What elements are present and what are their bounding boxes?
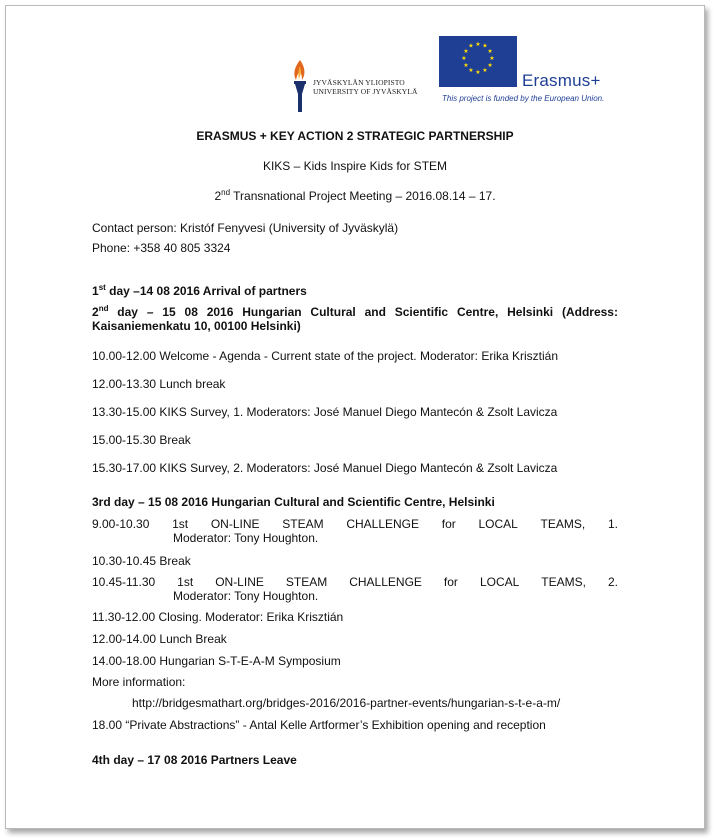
item-word: STEAM (285, 575, 328, 589)
item-word: 1. (607, 517, 618, 531)
item-word: CHALLENGE (346, 517, 420, 531)
heading-word: (Address: (561, 305, 618, 319)
heading-word: 08 (184, 305, 198, 319)
svg-text:★: ★ (489, 54, 495, 62)
svg-text:★: ★ (482, 42, 488, 50)
day3-item-line2: Moderator: Tony Houghton. (173, 531, 319, 545)
heading-word: 15 (162, 305, 176, 319)
item-word: 1st (172, 517, 189, 531)
svg-text:★: ★ (475, 40, 481, 48)
item-word: TEAMS, (541, 575, 586, 589)
day2-item: 15.00-15.30 Break (92, 433, 191, 447)
meeting-title (6, 189, 704, 203)
day1-ordinal: st (98, 283, 106, 292)
svg-text:★: ★ (487, 61, 493, 69)
item-word: for (441, 517, 456, 531)
document-title: ERASMUS + KEY ACTION 2 STRATEGIC PARTNERSHIP (196, 129, 514, 143)
day2-item: 12.00-13.30 Lunch break (92, 377, 226, 391)
day3-item-line2: Moderator: Tony Houghton. (173, 589, 319, 603)
svg-text:★: ★ (461, 54, 467, 62)
heading-word: Helsinki (507, 305, 554, 319)
meeting-name: Transnational Project Meeting – 2016.08.14 – 17. (230, 189, 496, 203)
item-word: for (443, 575, 458, 589)
heading-word: day (117, 305, 138, 319)
day1-number: 1 (92, 284, 99, 298)
day3-item: 12.00-14.00 Lunch Break (92, 632, 227, 646)
heading-word: and (364, 305, 386, 319)
day3-item-line1 (92, 575, 618, 589)
more-info-link[interactable]: http://bridgesmathart.org/bridges-2016/2016-partner-events/hungarian-s-t-e-a-m/ (132, 696, 561, 710)
contact-phone: Phone: +358 40 805 3324 (92, 241, 231, 255)
university-name-en: UNIVERSITY OF JYVÄSKYLÄ (313, 87, 418, 96)
day2-heading-line1 (92, 305, 618, 319)
day2-item: 10.00-12.00 Welcome - Agenda - Current state of the project. Moderator: Erika Krisztián (92, 349, 559, 363)
item-word: TEAMS, (540, 517, 586, 531)
university-logo (289, 58, 419, 114)
svg-text:★: ★ (463, 61, 469, 69)
heading-word: 2016 (206, 305, 234, 319)
day3-heading: 3rd day – 15 08 2016 Hungarian Cultural and Scientific Centre, Helsinki (92, 495, 495, 509)
meeting-number: 2 (214, 189, 222, 203)
svg-text:★: ★ (468, 66, 474, 74)
day3-item: 11.30-12.00 Closing. Moderator: Erika Krisztián (92, 610, 344, 624)
item-word: ON-LINE (215, 575, 264, 589)
day2-heading-line2: Kaisaniemenkatu 10, 00100 Helsinki) (92, 319, 301, 333)
item-word: LOCAL (479, 575, 520, 589)
heading-word: Hungarian (242, 305, 302, 319)
project-subtitle: KIKS – Kids Inspire Kids for STEM (262, 159, 448, 173)
svg-text:★: ★ (482, 66, 488, 74)
day3-item: 18.00 “Private Abstractions” - Antal Kelle Artformer’s Exhibition opening and reception (92, 718, 546, 732)
heading-word: – (146, 305, 154, 319)
day4-heading: 4th day – 17 08 2016 Partners Leave (92, 753, 297, 767)
day2-number: 2 (92, 305, 99, 319)
day2-first-word (92, 305, 108, 319)
svg-text:★: ★ (475, 68, 481, 76)
day1-heading (92, 284, 307, 298)
document-page (5, 5, 705, 829)
day3-item: 14.00-18.00 Hungarian S-T-E-A-M Symposium (92, 654, 341, 668)
eu-flag-icon (439, 36, 517, 87)
day3-item-line1 (92, 517, 618, 531)
day1-text: day –14 08 2016 Arrival of partners (105, 284, 307, 298)
item-word: 10.45-11.30 (92, 575, 156, 589)
university-name-fi: JYVÄSKYLÄN YLIOPISTO (313, 78, 405, 87)
erasmus-plus-logo: Erasmus+ (522, 71, 601, 90)
university-name (313, 78, 418, 96)
svg-text:★: ★ (463, 47, 469, 55)
item-word: LOCAL (478, 517, 518, 531)
item-word: ON-LINE (210, 517, 260, 531)
meeting-ordinal: nd (221, 188, 231, 197)
more-info-label: More information: (92, 675, 186, 689)
item-word: 2. (607, 575, 618, 589)
day3-item: 10.30-10.45 Break (92, 554, 191, 568)
item-word: CHALLENGE (349, 575, 422, 589)
svg-text:★: ★ (468, 42, 474, 50)
contact-person: Contact person: Kristóf Fenyvesi (University of Jyväskylä) (92, 221, 399, 235)
svg-text:★: ★ (487, 47, 493, 55)
day2-ordinal: nd (98, 304, 109, 313)
heading-word: Scientific (394, 305, 449, 319)
day2-item: 13.30-15.00 KIKS Survey, 1. Moderators: José Manuel Diego Mantecón & Zsolt Lavicza (92, 405, 558, 419)
item-word: STEAM (282, 517, 324, 531)
heading-word: Cultural (310, 305, 356, 319)
day2-item: 15.30-17.00 KIKS Survey, 2. Moderators: José Manuel Diego Mantecón & Zsolt Lavicza (92, 461, 558, 475)
item-word: 9.00-10.30 (92, 517, 150, 531)
torch-icon (289, 58, 311, 114)
heading-word: Centre, (456, 305, 499, 319)
eu-funding-note: This project is funded by the European Union. (442, 94, 605, 103)
item-word: 1st (177, 575, 194, 589)
